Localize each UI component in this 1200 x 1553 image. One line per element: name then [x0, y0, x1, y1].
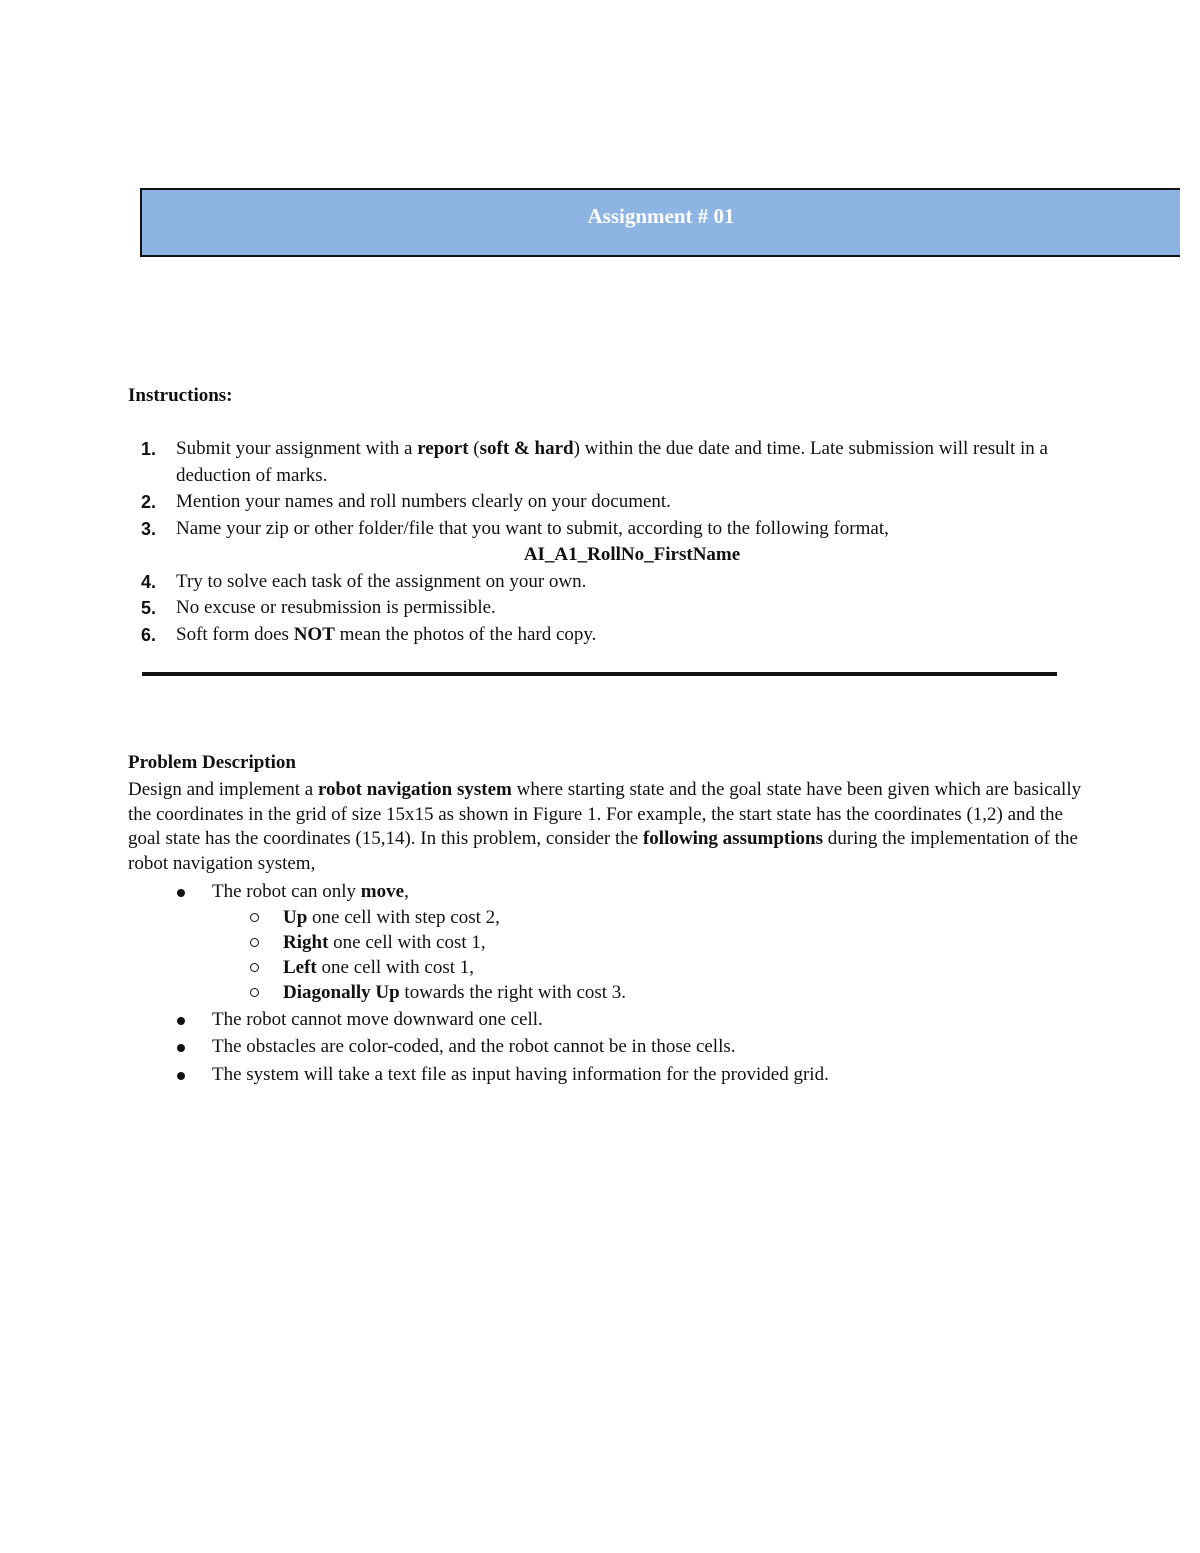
bullet-icon [177, 1044, 185, 1052]
instructions-list [128, 436, 1088, 648]
bullet-icon [177, 1072, 185, 1080]
list-item: 4. Try to solve each task of the assignment on your own. [128, 569, 1088, 596]
problem-paragraph: Design and implement a robot navigation system where starting state and the goal state have been given which are basically the coordinates in the grid of size 15x15 as shown in Figure 1. For example, the start state has the coordinates (1,2) and the goal state has the coordinates (15,14). In this problem, consider the following assumptions during the implementation of the robot navigation system, [128, 779, 1082, 874]
list-item: The system will take a text file as input having information for the provided grid. [128, 1063, 1088, 1088]
circle-bullet-icon [250, 938, 259, 947]
list-item: 3. Name your zip or other folder/file that you want to submit, according to the following format, [128, 516, 1088, 543]
list-marker: 4. [141, 571, 157, 592]
title-box [140, 188, 1180, 257]
problem-heading: Problem Description [128, 752, 296, 773]
section-divider [142, 672, 1057, 676]
bullet-icon [177, 1017, 185, 1025]
list-item: Up one cell with step cost 2, [128, 905, 1088, 930]
list-item: Diagonally Up towards the right with cost 3. [128, 980, 1088, 1005]
list-item: 6. Soft form does NOT mean the photos of the hard copy. [128, 622, 1088, 649]
instructions-heading: Instructions: [128, 385, 233, 406]
list-item: The robot cannot move downward one cell. [128, 1008, 1088, 1033]
file-name-format: AI_A1_RollNo_FirstName [523, 544, 741, 565]
list-item: The obstacles are color-coded, and the robot cannot be in those cells. [128, 1035, 1088, 1060]
circle-bullet-icon [250, 988, 259, 997]
bullet-icon [177, 889, 185, 897]
list-item: 5. No excuse or resubmission is permissible. [128, 595, 1088, 622]
list-marker: 2. [141, 492, 157, 512]
list-marker: 5. [141, 598, 157, 618]
list-item: Right one cell with cost 1, [128, 930, 1088, 955]
list-marker: 6. [141, 624, 157, 645]
list-marker: 3. [141, 518, 157, 539]
assumptions-list [128, 880, 1088, 1087]
circle-bullet-icon [250, 913, 259, 922]
list-item: 2. Mention your names and roll numbers clearly on your document. [128, 489, 1088, 516]
page-title: Assignment # 01 [587, 204, 735, 228]
circle-bullet-icon [250, 963, 259, 972]
list-item: The robot can only move, [128, 880, 1088, 905]
list-item: Left one cell with cost 1, [128, 955, 1088, 980]
list-marker: 1. [141, 439, 157, 459]
list-item: 1. Submit your assignment with a report (soft & hard) within the due date and time. Late submission will result in a deduction of marks. [141, 438, 1048, 486]
